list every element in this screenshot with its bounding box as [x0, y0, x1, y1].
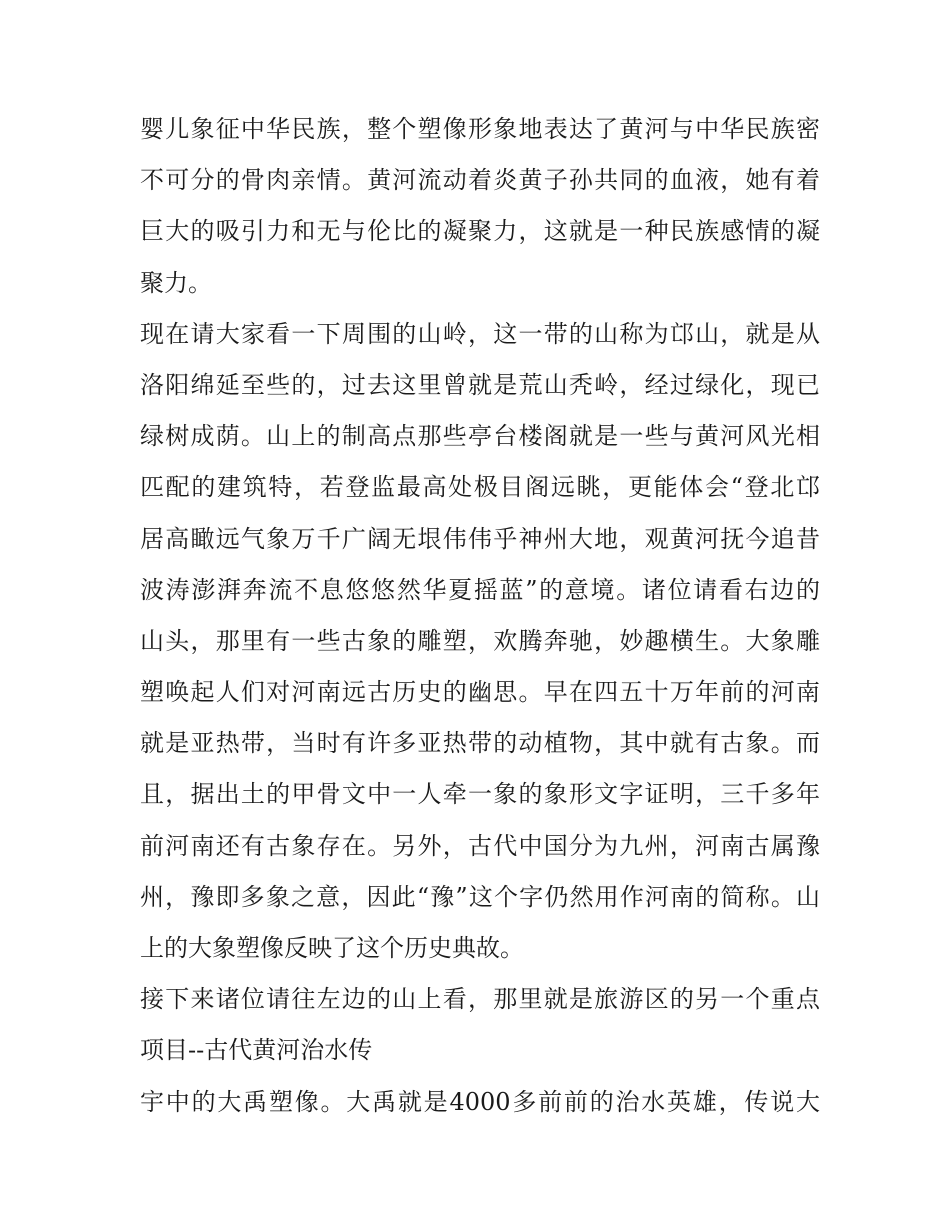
text-line: 绿树成荫。山上的制高点那些亭台楼阁就是一些与黄河风光相 [140, 422, 820, 451]
text-line: 居高瞰远气象万千广阔无垠伟伟乎神州大地，观黄河抚今追昔 [140, 524, 820, 553]
text-line: 山头，那里有一些古象的雕塑，欢腾奔驰，妙趣横生。大象雕 [140, 626, 820, 655]
text-line: 波涛澎湃奔流不息悠悠然华夏摇蓝”的意境。诸位请看右边的 [140, 575, 820, 604]
text-line: 上的大象塑像反映了这个历史典故。 [140, 934, 524, 962]
text-line: 宇中的大禹塑像。大禹就是4000多前前的治水英雄，传说大 [140, 1087, 820, 1116]
text-line: 塑唤起人们对河南远古历史的幽思。早在四五十万年前的河南 [140, 678, 820, 707]
text-line: 州，豫即多象之意，因此“豫”这个字仍然用作河南的简称。山 [140, 882, 820, 911]
body-text [140, 104, 820, 1128]
text-line: 巨大的吸引力和无与伦比的凝聚力，这就是一种民族感情的凝 [140, 217, 820, 246]
text-line: 聚力。 [140, 268, 212, 297]
text-line: 婴儿象征中华民族，整个塑像形象地表达了黄河与中华民族密 [140, 115, 820, 143]
text-line: 匹配的建筑特，若登监最高处极目阁远眺，更能体会“登北邙 [140, 473, 820, 502]
text-line: 现在请大家看一下周围的山岭，这一带的山称为邙山，就是从 [140, 319, 820, 348]
text-line: 洛阳绵延至些的，过去这里曾就是荒山秃岭，经过绿化，现已 [140, 370, 820, 399]
text-line: 项目--古代黄河治水传 [140, 1036, 373, 1065]
text-line: 前河南还有古象存在。另外，古代中国分为九州，河南古属豫 [140, 831, 820, 860]
text-line: 接下来诸位请往左边的山上看，那里就是旅游区的另一个重点 [140, 985, 820, 1014]
text-line: 且，据出土的甲骨文中一人牵一象的象形文字证明，三千多年 [140, 780, 820, 809]
text-line: 就是亚热带，当时有许多亚热带的动植物，其中就有古象。而 [140, 729, 820, 758]
text-line: 不可分的骨肉亲情。黄河流动着炎黄子孙共同的血液，她有着 [140, 166, 820, 195]
